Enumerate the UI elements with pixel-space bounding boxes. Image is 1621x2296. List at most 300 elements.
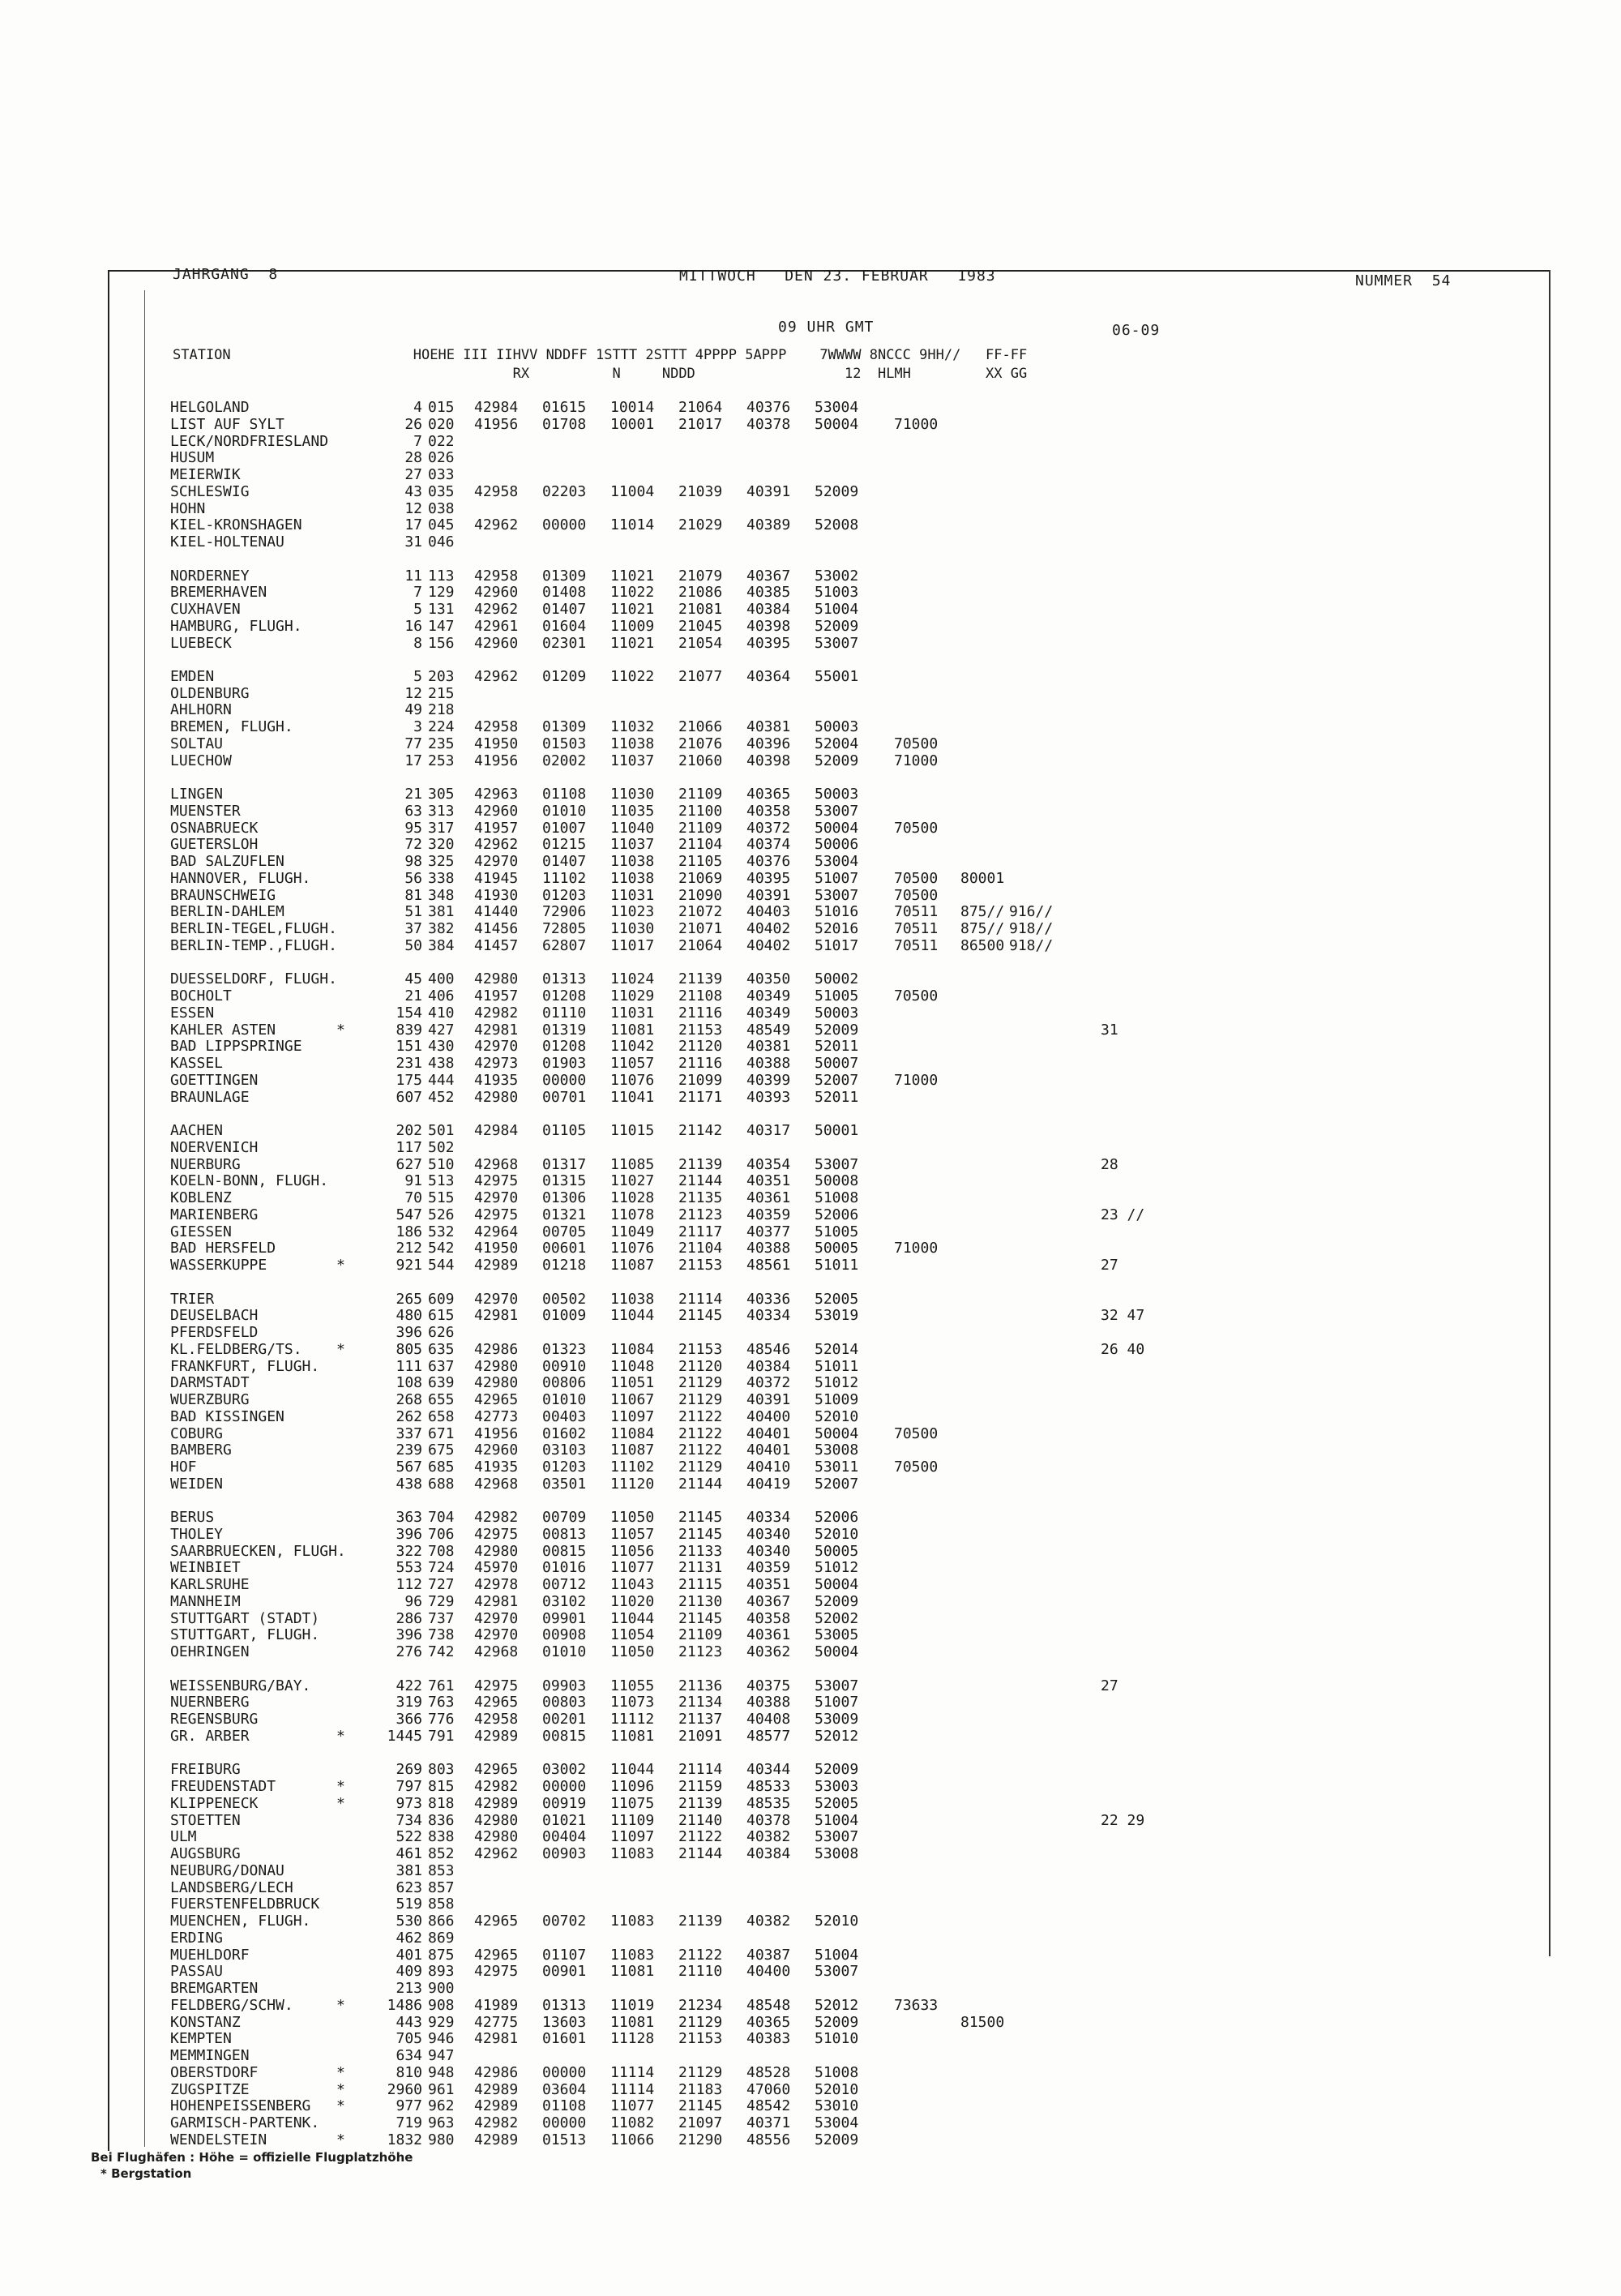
group-5appp: 52008 xyxy=(815,516,859,534)
station-height: 634 xyxy=(396,2047,422,2065)
station-height: 921 xyxy=(396,1257,422,1274)
group-iihvv: 42986 xyxy=(474,2063,519,2081)
frame-right-rule xyxy=(1549,270,1550,1956)
group-iihvv: 42964 xyxy=(474,1223,519,1240)
group-iihvv: 42980 xyxy=(474,1828,519,1846)
station-height: 522 xyxy=(396,1828,422,1846)
station-index: 515 xyxy=(428,1189,455,1206)
group-nddff: 01108 xyxy=(542,2097,587,2115)
group-1sttt: 11085 xyxy=(610,1155,655,1173)
station-index: 438 xyxy=(428,1055,455,1073)
group-nddff: 09903 xyxy=(542,1677,587,1694)
station-height: 363 xyxy=(396,1509,422,1527)
group-iihvv: 42975 xyxy=(474,1206,519,1223)
station-height: 337 xyxy=(396,1424,422,1442)
group-5appp: 51012 xyxy=(815,1374,859,1392)
group-nddff: 01203 xyxy=(542,886,587,904)
station-name: REGENSBURG xyxy=(170,1711,259,1728)
group-5appp: 51010 xyxy=(815,2030,859,2048)
group-4pppp: 40408 xyxy=(746,1711,791,1728)
group-1sttt: 11077 xyxy=(610,2097,655,2115)
station-index: 526 xyxy=(428,1206,455,1223)
group-4pppp: 40358 xyxy=(746,1609,791,1627)
station-index: 035 xyxy=(428,482,455,500)
station-name: BREMGARTEN xyxy=(170,1980,259,1998)
group-1sttt: 10014 xyxy=(610,399,655,416)
group-5appp: 52011 xyxy=(815,1088,859,1106)
group-4pppp: 40340 xyxy=(746,1542,791,1560)
station-name: WEIDEN xyxy=(170,1475,224,1493)
group-5appp: 50005 xyxy=(815,1240,859,1257)
group-1sttt: 11114 xyxy=(610,2080,655,2098)
station-height: 186 xyxy=(396,1223,422,1240)
station-name: HAMBURG, FLUGH. xyxy=(170,617,302,635)
group-nddff: 01215 xyxy=(542,836,587,854)
station-index: 763 xyxy=(428,1694,455,1711)
column-header-line1: STATION HOEHE III IIHVV NDDFF 1STTT 2STTT 4PPPP 5APPP 7WWWW 8NCCC 9HH// FF-FF xyxy=(173,347,1028,363)
column-header-line2: RX N NDDD 12 HLMH XX GG xyxy=(173,366,1028,382)
station-index: 962 xyxy=(428,2097,455,2115)
group-1sttt: 11031 xyxy=(610,1004,655,1022)
group-4pppp: 40344 xyxy=(746,1761,791,1779)
group-4pppp: 40350 xyxy=(746,970,791,988)
group-5appp: 50008 xyxy=(815,1172,859,1190)
group-5appp: 51004 xyxy=(815,1946,859,1964)
group-5appp: 52005 xyxy=(815,1290,859,1308)
group-2sttt: 21064 xyxy=(678,399,723,416)
group-nddff: 01903 xyxy=(542,1055,587,1073)
station-name: HOF xyxy=(170,1459,197,1476)
group-nddff: 00000 xyxy=(542,1071,587,1089)
group-nddff: 01408 xyxy=(542,584,587,602)
group-4pppp: 40334 xyxy=(746,1509,791,1527)
station-index: 305 xyxy=(428,786,455,803)
group-2sttt: 21110 xyxy=(678,1963,723,1981)
station-index: 338 xyxy=(428,869,455,887)
group-iihvv: 41950 xyxy=(474,1240,519,1257)
station-name: KLIPPENECK xyxy=(170,1794,259,1812)
station-height: 719 xyxy=(396,2114,422,2132)
station-name: SOLTAU xyxy=(170,735,224,752)
station-index: 045 xyxy=(428,516,455,534)
mountain-marker: * xyxy=(336,1727,345,1745)
group-2sttt: 21135 xyxy=(678,1189,723,1206)
group-8nccc: 81500 xyxy=(960,2013,1005,2031)
group-nddff: 00803 xyxy=(542,1694,587,1711)
station-index: 542 xyxy=(428,1240,455,1257)
group-2sttt: 21072 xyxy=(678,903,723,921)
group-5appp: 51003 xyxy=(815,584,859,602)
station-name: BRAUNLAGE xyxy=(170,1088,250,1106)
station-index: 727 xyxy=(428,1576,455,1594)
group-1sttt: 11077 xyxy=(610,1559,655,1577)
group-5appp: 50004 xyxy=(815,1424,859,1442)
group-nddff: 03102 xyxy=(542,1592,587,1610)
group-1sttt: 11051 xyxy=(610,1374,655,1392)
group-5appp: 52010 xyxy=(815,1407,859,1425)
station-name: BERLIN-DAHLEM xyxy=(170,903,284,921)
group-nddff: 02002 xyxy=(542,752,587,769)
group-1sttt: 11057 xyxy=(610,1055,655,1073)
group-nddff: 01010 xyxy=(542,802,587,820)
group-4pppp: 40371 xyxy=(746,2114,791,2132)
group-1sttt: 11084 xyxy=(610,1424,655,1442)
station-index: 253 xyxy=(428,752,455,769)
station-index: 022 xyxy=(428,432,455,450)
station-index: 038 xyxy=(428,499,455,517)
group-nddff: 00000 xyxy=(542,1778,587,1796)
group-nddff: 01321 xyxy=(542,1206,587,1223)
group-iihvv: 41935 xyxy=(474,1459,519,1476)
group-nddff: 01306 xyxy=(542,1189,587,1206)
footnote-airports: Bei Flughäfen : Höhe = offizielle Flugplatzhöhe xyxy=(91,2150,413,2165)
group-7wwww: 70511 xyxy=(894,936,939,954)
group-5appp: 50004 xyxy=(815,819,859,837)
station-index: 947 xyxy=(428,2047,455,2065)
station-height: 396 xyxy=(396,1525,422,1543)
station-name: STOETTEN xyxy=(170,1811,241,1829)
group-nddff: 00815 xyxy=(542,1542,587,1560)
group-2sttt: 21105 xyxy=(678,853,723,871)
station-height: 117 xyxy=(396,1138,422,1156)
group-4pppp: 47060 xyxy=(746,2080,791,2098)
group-5appp: 53007 xyxy=(815,802,859,820)
station-name: LINGEN xyxy=(170,786,224,803)
group-5appp: 52009 xyxy=(815,1021,859,1039)
station-height: 381 xyxy=(396,1861,422,1879)
group-nddff: 13603 xyxy=(542,2013,587,2031)
group-nddff: 00601 xyxy=(542,1240,587,1257)
group-4pppp: 40388 xyxy=(746,1694,791,1711)
group-nddff: 01323 xyxy=(542,1340,587,1358)
group-4pppp: 40400 xyxy=(746,1963,791,1981)
group-2sttt: 21104 xyxy=(678,836,723,854)
group-nddff: 01107 xyxy=(542,1946,587,1964)
station-index: 046 xyxy=(428,533,455,550)
group-1sttt: 11081 xyxy=(610,1963,655,1981)
group-nddff: 01319 xyxy=(542,1021,587,1039)
station-height: 409 xyxy=(396,1963,422,1981)
group-nddff: 01010 xyxy=(542,1643,587,1661)
group-iihvv: 42775 xyxy=(474,2013,519,2031)
wind-gusts: 31 xyxy=(1101,1021,1118,1039)
station-height: 239 xyxy=(396,1441,422,1459)
group-2sttt: 21117 xyxy=(678,1223,723,1240)
group-2sttt: 21129 xyxy=(678,1459,723,1476)
group-nddff: 01601 xyxy=(542,2030,587,2048)
group-8nccc: 875// xyxy=(960,920,1005,938)
frame-inner-rule xyxy=(144,290,145,2147)
station-index: 929 xyxy=(428,2013,455,2031)
group-9hh: 916// xyxy=(1009,903,1054,921)
group-iihvv: 42980 xyxy=(474,1374,519,1392)
group-nddff: 01110 xyxy=(542,1004,587,1022)
group-4pppp: 40381 xyxy=(746,1038,791,1056)
group-iihvv: 42975 xyxy=(474,1525,519,1543)
group-4pppp: 40364 xyxy=(746,667,791,685)
group-iihvv: 42970 xyxy=(474,1290,519,1308)
station-index: 129 xyxy=(428,584,455,602)
group-iihvv: 42970 xyxy=(474,1609,519,1627)
group-4pppp: 40402 xyxy=(746,920,791,938)
group-nddff: 01313 xyxy=(542,1996,587,2014)
group-4pppp: 40376 xyxy=(746,399,791,416)
group-4pppp: 40351 xyxy=(746,1576,791,1594)
group-5appp: 50004 xyxy=(815,1576,859,1594)
group-iihvv: 42968 xyxy=(474,1643,519,1661)
group-1sttt: 11044 xyxy=(610,1307,655,1325)
group-7wwww: 71000 xyxy=(894,752,939,769)
group-iihvv: 41989 xyxy=(474,1996,519,2014)
station-index: 852 xyxy=(428,1845,455,1863)
group-4pppp: 48535 xyxy=(746,1794,791,1812)
station-index: 946 xyxy=(428,2030,455,2048)
group-iihvv: 42968 xyxy=(474,1475,519,1493)
group-2sttt: 21139 xyxy=(678,1794,723,1812)
mountain-marker: * xyxy=(336,2097,345,2115)
group-iihvv: 41957 xyxy=(474,987,519,1005)
station-index: 729 xyxy=(428,1592,455,1610)
group-iihvv: 42970 xyxy=(474,1038,519,1056)
station-index: 675 xyxy=(428,1441,455,1459)
group-nddff: 00806 xyxy=(542,1374,587,1392)
group-2sttt: 21153 xyxy=(678,2030,723,2048)
group-2sttt: 21290 xyxy=(678,2131,723,2148)
station-height: 322 xyxy=(396,1542,422,1560)
group-4pppp: 40419 xyxy=(746,1475,791,1493)
group-4pppp: 40382 xyxy=(746,1828,791,1846)
group-1sttt: 11114 xyxy=(610,2063,655,2081)
group-2sttt: 21144 xyxy=(678,1172,723,1190)
group-nddff: 00201 xyxy=(542,1711,587,1728)
station-index: 963 xyxy=(428,2114,455,2132)
station-index: 203 xyxy=(428,667,455,685)
group-5appp: 53008 xyxy=(815,1441,859,1459)
station-index: 532 xyxy=(428,1223,455,1240)
station-index: 708 xyxy=(428,1542,455,1560)
group-5appp: 52004 xyxy=(815,735,859,752)
group-nddff: 01209 xyxy=(542,667,587,685)
group-4pppp: 48548 xyxy=(746,1996,791,2014)
group-4pppp: 48533 xyxy=(746,1778,791,1796)
group-5appp: 52010 xyxy=(815,1913,859,1930)
group-7wwww: 70500 xyxy=(894,819,939,837)
group-2sttt: 21140 xyxy=(678,1811,723,1829)
group-nddff: 01407 xyxy=(542,601,587,618)
station-height: 202 xyxy=(396,1122,422,1139)
group-5appp: 52010 xyxy=(815,1525,859,1543)
mountain-marker: * xyxy=(336,1778,345,1796)
group-1sttt: 11078 xyxy=(610,1206,655,1223)
station-name: DUESSELDORF, FLUGH. xyxy=(170,970,337,988)
group-1sttt: 11083 xyxy=(610,1913,655,1930)
group-5appp: 53007 xyxy=(815,886,859,904)
group-1sttt: 11038 xyxy=(610,869,655,887)
group-iihvv: 42982 xyxy=(474,1509,519,1527)
station-index: 147 xyxy=(428,617,455,635)
group-nddff: 01105 xyxy=(542,1122,587,1139)
group-iihvv: 41950 xyxy=(474,735,519,752)
station-name: BRAUNSCHWEIG xyxy=(170,886,276,904)
station-height: 567 xyxy=(396,1459,422,1476)
wind-gusts: 27 xyxy=(1101,1677,1118,1694)
group-5appp: 51012 xyxy=(815,1559,859,1577)
group-2sttt: 21108 xyxy=(678,987,723,1005)
station-name: OSNABRUECK xyxy=(170,819,259,837)
station-name: ULM xyxy=(170,1828,197,1846)
group-5appp: 50005 xyxy=(815,1542,859,1560)
station-name: KIEL-KRONSHAGEN xyxy=(170,516,302,534)
group-4pppp: 40400 xyxy=(746,1407,791,1425)
station-height: 213 xyxy=(396,1980,422,1998)
group-5appp: 52009 xyxy=(815,752,859,769)
station-height: 112 xyxy=(396,1576,422,1594)
group-2sttt: 21129 xyxy=(678,1391,723,1408)
group-nddff: 01602 xyxy=(542,1424,587,1442)
group-1sttt: 11044 xyxy=(610,1609,655,1627)
group-5appp: 50002 xyxy=(815,970,859,988)
group-iihvv: 41440 xyxy=(474,903,519,921)
station-height: 1832 xyxy=(387,2131,422,2148)
station-index: 615 xyxy=(428,1307,455,1325)
wind-gusts: 22 29 xyxy=(1101,1811,1145,1829)
group-2sttt: 21060 xyxy=(678,752,723,769)
station-name: AUGSBURG xyxy=(170,1845,241,1863)
group-2sttt: 21116 xyxy=(678,1004,723,1022)
station-index: 427 xyxy=(428,1021,455,1039)
group-7wwww: 70500 xyxy=(894,886,939,904)
station-name: WEINBIET xyxy=(170,1559,241,1577)
group-7wwww: 70511 xyxy=(894,903,939,921)
station-name: LIST AUF SYLT xyxy=(170,415,284,433)
group-5appp: 52009 xyxy=(815,2013,859,2031)
group-iihvv: 41930 xyxy=(474,886,519,904)
station-index: 015 xyxy=(428,399,455,416)
group-iihvv: 41935 xyxy=(474,1071,519,1089)
group-2sttt: 21122 xyxy=(678,1441,723,1459)
group-1sttt: 11067 xyxy=(610,1391,655,1408)
group-nddff: 03002 xyxy=(542,1761,587,1779)
station-index: 658 xyxy=(428,1407,455,1425)
group-4pppp: 40385 xyxy=(746,584,791,602)
station-index: 026 xyxy=(428,449,455,467)
group-2sttt: 21029 xyxy=(678,516,723,534)
station-name: BERUS xyxy=(170,1509,215,1527)
group-1sttt: 11037 xyxy=(610,836,655,854)
station-height: 461 xyxy=(396,1845,422,1863)
group-5appp: 50004 xyxy=(815,1643,859,1661)
group-5appp: 52009 xyxy=(815,617,859,635)
group-nddff: 01708 xyxy=(542,415,587,433)
station-index: 502 xyxy=(428,1138,455,1156)
station-index: 609 xyxy=(428,1290,455,1308)
station-name: MEMMINGEN xyxy=(170,2047,250,2065)
group-iihvv: 42970 xyxy=(474,1189,519,1206)
group-iihvv: 42980 xyxy=(474,1811,519,1829)
group-iihvv: 42975 xyxy=(474,1172,519,1190)
group-7wwww: 73633 xyxy=(894,1996,939,2014)
group-5appp: 53007 xyxy=(815,1828,859,1846)
group-2sttt: 21142 xyxy=(678,1122,723,1139)
station-name: KEMPTEN xyxy=(170,2030,232,2048)
group-4pppp: 40402 xyxy=(746,936,791,954)
station-index: 706 xyxy=(428,1525,455,1543)
group-5appp: 53005 xyxy=(815,1626,859,1644)
group-nddff: 00813 xyxy=(542,1525,587,1543)
station-height: 5 xyxy=(413,667,422,685)
group-1sttt: 11082 xyxy=(610,2114,655,2132)
frame-left-rule xyxy=(108,270,109,2151)
station-index: 501 xyxy=(428,1122,455,1139)
group-4pppp: 40359 xyxy=(746,1206,791,1223)
station-name: OLDENBURG xyxy=(170,684,250,702)
group-nddff: 00701 xyxy=(542,1088,587,1106)
group-nddff: 01309 xyxy=(542,718,587,736)
group-2sttt: 21131 xyxy=(678,1559,723,1577)
group-2sttt: 21104 xyxy=(678,1240,723,1257)
station-index: 510 xyxy=(428,1155,455,1173)
group-1sttt: 11029 xyxy=(610,987,655,1005)
station-index: 908 xyxy=(428,1996,455,2014)
group-iihvv: 42965 xyxy=(474,1391,519,1408)
group-5appp: 52014 xyxy=(815,1340,859,1358)
station-name: MARIENBERG xyxy=(170,1206,259,1223)
station-height: 98 xyxy=(404,853,422,871)
group-4pppp: 40384 xyxy=(746,1357,791,1375)
group-4pppp: 40376 xyxy=(746,853,791,871)
group-nddff: 01309 xyxy=(542,567,587,585)
station-name: BREMERHAVEN xyxy=(170,584,267,602)
group-iihvv: 42965 xyxy=(474,1913,519,1930)
mountain-marker: * xyxy=(336,1996,345,2014)
group-iihvv: 42962 xyxy=(474,516,519,534)
group-4pppp: 40378 xyxy=(746,1811,791,1829)
group-5appp: 53019 xyxy=(815,1307,859,1325)
group-iihvv: 42989 xyxy=(474,2131,519,2148)
station-index: 635 xyxy=(428,1340,455,1358)
station-name: FELDBERG/SCHW. xyxy=(170,1996,293,2014)
station-index: 671 xyxy=(428,1424,455,1442)
station-name: DARMSTADT xyxy=(170,1374,250,1392)
group-4pppp: 40362 xyxy=(746,1643,791,1661)
station-height: 530 xyxy=(396,1913,422,1930)
group-nddff: 00903 xyxy=(542,1845,587,1863)
group-iihvv: 42965 xyxy=(474,1694,519,1711)
station-name: BREMEN, FLUGH. xyxy=(170,718,293,736)
group-5appp: 53007 xyxy=(815,1963,859,1981)
group-2sttt: 21144 xyxy=(678,1475,723,1493)
group-4pppp: 40374 xyxy=(746,836,791,854)
group-1sttt: 11076 xyxy=(610,1071,655,1089)
station-height: 95 xyxy=(404,819,422,837)
station-name: CUXHAVEN xyxy=(170,601,241,618)
station-index: 737 xyxy=(428,1609,455,1627)
group-7wwww: 70511 xyxy=(894,920,939,938)
group-4pppp: 40398 xyxy=(746,752,791,769)
group-5appp: 51008 xyxy=(815,2063,859,2081)
group-nddff: 11102 xyxy=(542,869,587,887)
group-1sttt: 11037 xyxy=(610,752,655,769)
group-2sttt: 21077 xyxy=(678,667,723,685)
station-height: 2960 xyxy=(387,2080,422,2098)
station-index: 869 xyxy=(428,1929,455,1947)
group-nddff: 01203 xyxy=(542,1459,587,1476)
group-4pppp: 48556 xyxy=(746,2131,791,2148)
group-1sttt: 11021 xyxy=(610,634,655,652)
group-iihvv: 42980 xyxy=(474,1542,519,1560)
group-5appp: 52009 xyxy=(815,2131,859,2148)
group-2sttt: 21139 xyxy=(678,970,723,988)
